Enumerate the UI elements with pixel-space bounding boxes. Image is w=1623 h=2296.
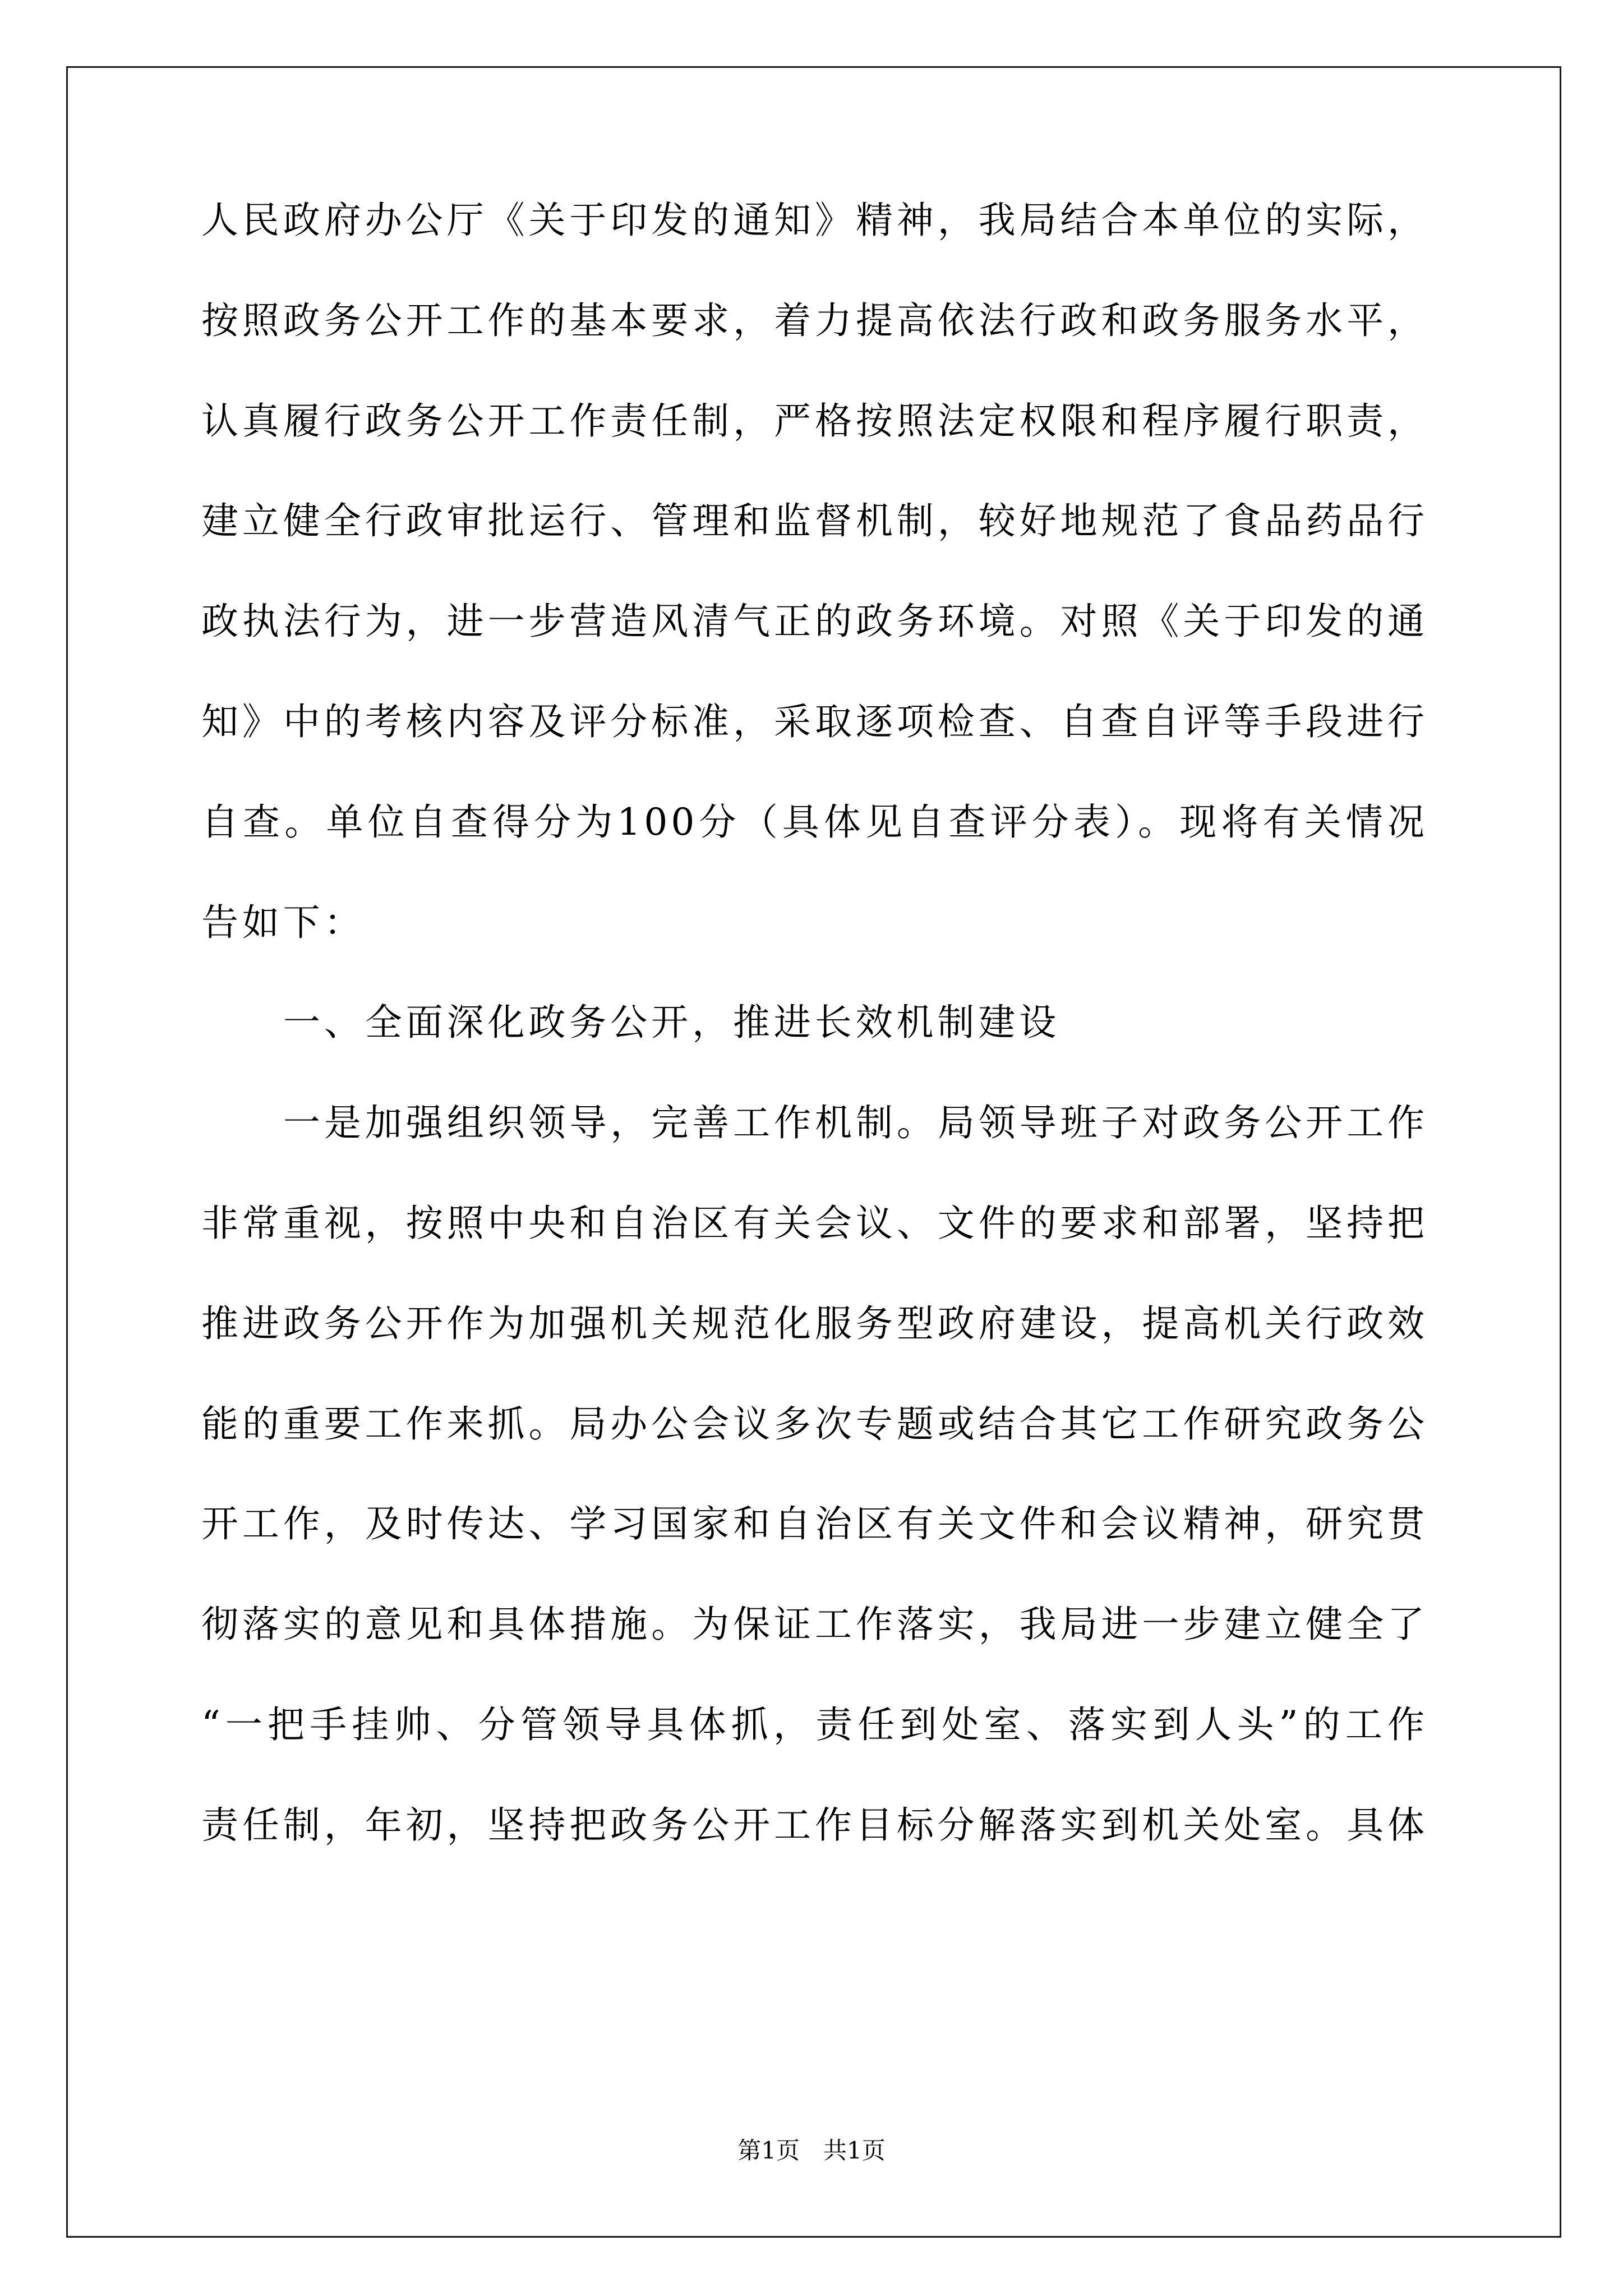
text-line: 建立健全行政审批运行、管理和监督机制，较好地规范了食品药品行 bbox=[201, 499, 1428, 543]
section-heading: 一、全面深化政务公开，推进长效机制建设 bbox=[283, 1001, 1061, 1045]
text-line: “一把手挂帅、分管领导具体抓，责任到处室、落实到人头”的工作 bbox=[201, 1703, 1428, 1746]
text-line: 知》中的考核内容及评分标准，采取逐项检查、自查自评等手段进行 bbox=[201, 700, 1428, 743]
text-line: 人民政府办公厅《关于印发的通知》精神，我局结合本单位的实际， bbox=[201, 199, 1428, 242]
text-line: 告如下： bbox=[201, 900, 365, 944]
text-line: 责任制，年初，坚持把政务公开工作目标分解落实到机关处室。具体 bbox=[201, 1803, 1428, 1847]
text-line: 彻落实的意见和具体措施。为保证工作落实，我局进一步建立健全了 bbox=[201, 1603, 1428, 1646]
text-line: 一是加强组织领导，完善工作机制。局领导班子对政务公开工作 bbox=[283, 1101, 1428, 1145]
text-line: 认真履行政务公开工作责任制，严格按照法定权限和程序履行职责， bbox=[201, 399, 1428, 443]
text-line: 按照政务公开工作的基本要求，着力提高依法行政和政务服务水平， bbox=[201, 298, 1428, 342]
text-line: 开工作，及时传达、学习国家和自治区有关文件和会议精神，研究贯 bbox=[201, 1502, 1428, 1546]
document-body bbox=[201, 171, 1428, 1876]
page-number-footer: 第1页 共1页 bbox=[737, 2137, 886, 2164]
text-line: 推进政务公开作为加强机关规范化服务型政府建设，提高机关行政效 bbox=[201, 1301, 1428, 1345]
text-line: 非常重视，按照中央和自治区有关会议、文件的要求和部署，坚持把 bbox=[201, 1201, 1428, 1245]
text-line: 自查。单位自查得分为100分（具体见自查评分表）。现将有关情况 bbox=[201, 800, 1428, 844]
section-paragraph bbox=[201, 1073, 1428, 1875]
intro-paragraph bbox=[201, 171, 1428, 973]
text-line: 政执法行为，进一步营造风清气正的政务环境。对照《关于印发的通 bbox=[201, 600, 1428, 643]
text-line: 能的重要工作来抓。局办公会议多次专题或结合其它工作研究政务公 bbox=[201, 1402, 1428, 1446]
